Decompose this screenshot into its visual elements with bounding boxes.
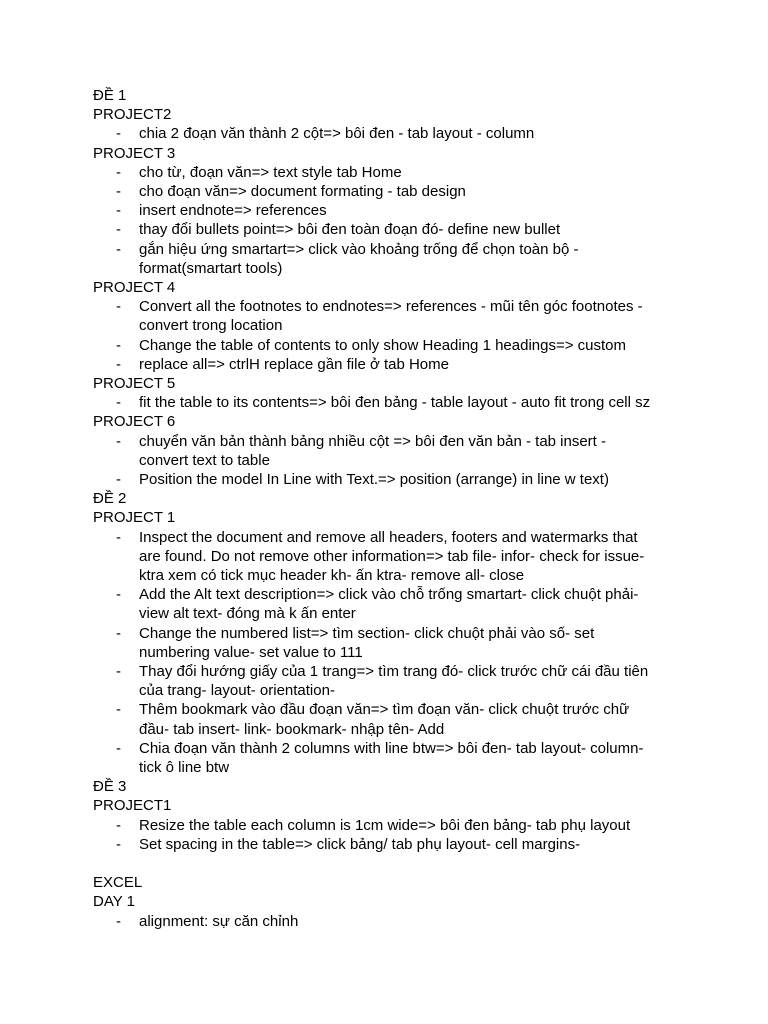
list-item-text: chia 2 đoạn văn thành 2 cột=> bôi đen - tab layout - column <box>139 125 535 143</box>
bullet-dash: - <box>116 221 121 239</box>
list-item-text: alignment: sự căn chỉnh <box>139 912 299 930</box>
bullet-dash: - <box>116 739 121 757</box>
bullet-dash: - <box>116 624 121 642</box>
bullet-dash: - <box>116 912 121 930</box>
section-heading: EXCEL <box>93 874 143 892</box>
bullet-dash: - <box>116 528 121 546</box>
list-item-text: Thêm bookmark vào đầu đoạn văn=> tìm đoạn văn- click chuột trước chữ đầu- tab insert- link- bookmark- nhập tên- Add <box>139 701 630 738</box>
list-item-text: Set spacing in the table=> click bảng/ tab phụ layout- cell margins- <box>139 835 581 853</box>
bullet-dash: - <box>116 662 121 680</box>
list-item <box>93 816 673 835</box>
bullet-dash: - <box>116 298 121 316</box>
bullet-dash: - <box>116 240 121 258</box>
list-item <box>93 739 673 777</box>
list-item <box>93 297 673 335</box>
list-item-text: Inspect the document and remove all headers, footers and watermarks that are found. Do not remove other information=> tab file- infor- check for issue- ktra xem có tick mục header kh- ấn ktra- remove all- close <box>139 528 645 584</box>
list-item <box>93 624 673 662</box>
list-item <box>93 124 673 143</box>
list-item-text: Convert all the footnotes to endnotes=> references - mũi tên góc footnotes - convert trong location <box>139 298 643 335</box>
list-item-text: gắn hiệu ứng smartart=> click vào khoảng trống để chọn toàn bộ - format(smartart tools) <box>139 240 579 277</box>
bullet-dash: - <box>116 394 121 412</box>
section-heading: PROJECT 1 <box>93 509 176 527</box>
list-item <box>93 220 673 239</box>
bullet-dash: - <box>116 470 121 488</box>
section-heading: PROJECT 3 <box>93 144 176 162</box>
list-item-text: Resize the table each column is 1cm wide=> bôi đen bảng- tab phụ layout <box>139 816 631 834</box>
bullet-dash: - <box>116 586 121 604</box>
list-item <box>93 240 673 278</box>
list-item-text: replace all=> ctrlH replace gần file ở tab Home <box>139 355 449 373</box>
list-item <box>93 585 673 623</box>
bullet-dash: - <box>116 835 121 853</box>
list-item <box>93 528 673 586</box>
section-heading: ĐỀ 1 <box>93 87 127 104</box>
list-item <box>93 182 673 201</box>
list-item-text: Change the numbered list=> tìm section- click chuột phải vào số- set numbering value- set value to 111 <box>139 624 595 661</box>
bullet-dash: - <box>116 701 121 719</box>
list-item <box>93 355 673 374</box>
list-item-text: fit the table to its contents=> bôi đen bảng - table layout - auto fit trong cell sz <box>139 394 651 412</box>
section-heading: PROJECT2 <box>93 106 172 124</box>
section-heading: DAY 1 <box>93 893 135 911</box>
section-heading: PROJECT1 <box>93 797 172 815</box>
section-heading: ĐỀ 3 <box>93 778 127 796</box>
blank-line <box>93 854 673 873</box>
bullet-dash: - <box>116 202 121 220</box>
list-item <box>93 393 673 412</box>
list-item <box>93 336 673 355</box>
bullet-dash: - <box>116 432 121 450</box>
list-item-text: Add the Alt text description=> click vào chỗ trống smartart- click chuột phải- view alt text- đóng mà k ấn enter <box>139 586 639 623</box>
list-item <box>93 700 673 738</box>
bullet-dash: - <box>116 182 121 200</box>
list-item-text: Change the table of contents to only show Heading 1 headings=> custom <box>139 336 626 354</box>
list-item-text: thay đổi bullets point=> bôi đen toàn đoạn đó- define new bullet <box>139 221 561 239</box>
list-item <box>93 470 673 489</box>
section-heading: PROJECT 5 <box>93 374 176 392</box>
list-item <box>93 835 673 854</box>
list-item-text: cho đoạn văn=> document formating - tab design <box>139 182 466 200</box>
bullet-dash: - <box>116 816 121 834</box>
list-item-text: chuyển văn bản thành bảng nhiều cột => bôi đen văn bản - tab insert - convert text to table <box>139 432 607 469</box>
bullet-dash: - <box>116 163 121 181</box>
document-body <box>93 86 673 931</box>
list-item-text: insert endnote=> references <box>139 202 327 220</box>
list-item <box>93 163 673 182</box>
list-item-text: cho từ, đoạn văn=> text style tab Home <box>139 163 402 181</box>
list-item <box>93 662 673 700</box>
list-item <box>93 912 673 931</box>
list-item <box>93 201 673 220</box>
bullet-dash: - <box>116 336 121 354</box>
bullet-dash: - <box>116 125 121 143</box>
section-heading: PROJECT 6 <box>93 413 176 431</box>
list-item-text: Thay đổi hướng giấy của 1 trang=> tìm trang đó- click trước chữ cái đầu tiên của trang- layout- orientation- <box>139 662 649 700</box>
bullet-dash: - <box>116 355 121 373</box>
list-item-text: Position the model In Line with Text.=> position (arrange) in line w text) <box>139 470 609 488</box>
list-item <box>93 432 673 470</box>
section-heading: PROJECT 4 <box>93 278 176 296</box>
section-heading: ĐỀ 2 <box>93 490 127 508</box>
list-item-text: Chia đoạn văn thành 2 columns with line btw=> bôi đen- tab layout- column- tick ô line btw <box>139 739 644 776</box>
